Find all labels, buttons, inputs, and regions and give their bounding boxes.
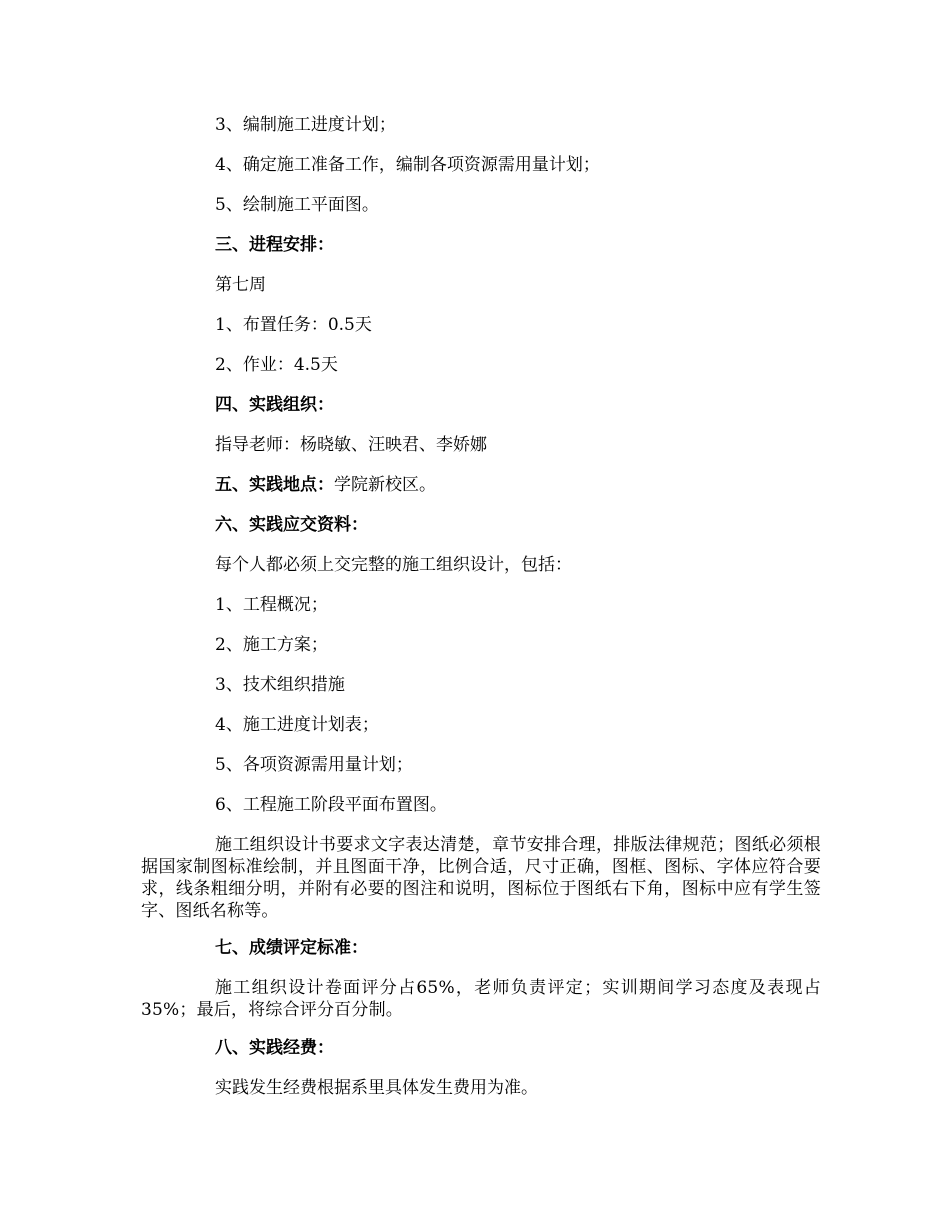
section-heading-location: 五、实践地点： (215, 475, 334, 495)
week-label: 第七周 (215, 275, 266, 295)
deliverables-intro: 每个人都必须上交完整的施工组织设计，包括： (215, 555, 572, 575)
requirements-paragraph: 施工组织设计书要求文字表达清楚，章节安排合理，排版法律规范；图纸必须根据国家制图标准绘制，并且图面干净，比例合适，尺寸正确，图框、图标、字体应符合要求，线条粗细分明，并附有必要的图注和说明，图标位于图纸右下角，图标中应有学生签字、图纸名称等。 (141, 835, 821, 921)
instructors-text: 指导老师：杨晓敏、汪映君、李娇娜 (215, 435, 487, 455)
funding-text: 实践发生经费根据系里具体发生费用为准。 (215, 1078, 538, 1098)
section-heading-deliverables: 六、实践应交资料： (215, 515, 368, 535)
list-item: 5、各项资源需用量计划； (215, 755, 413, 775)
section-heading-organization: 四、实践组织： (215, 395, 334, 415)
section-heading-grading: 七、成绩评定标准： (215, 938, 368, 958)
list-item: 1、布置任务：0.5天 (215, 315, 372, 335)
list-item: 3、编制施工进度计划； (215, 115, 396, 135)
list-item: 1、工程概况； (215, 595, 328, 615)
list-item: 2、施工方案； (215, 635, 328, 655)
section-heading-funding: 八、实践经费： (215, 1038, 334, 1058)
location-text: 学院新校区。 (334, 475, 436, 495)
section-heading-schedule: 三、进程安排： (215, 235, 334, 255)
list-item: 4、确定施工准备工作，编制各项资源需用量计划； (215, 155, 600, 175)
list-item: 3、技术组织措施 (215, 675, 345, 695)
list-item: 4、施工进度计划表； (215, 715, 379, 735)
list-item: 2、作业：4.5天 (215, 355, 338, 375)
list-item: 6、工程施工阶段平面布置图。 (215, 795, 447, 815)
grading-paragraph: 施工组织设计卷面评分占65%，老师负责评定；实训期间学习态度及表现占35%；最后，将综合评分百分制。 (141, 978, 821, 1020)
location-line (215, 474, 436, 496)
list-item: 5、绘制施工平面图。 (215, 195, 379, 215)
